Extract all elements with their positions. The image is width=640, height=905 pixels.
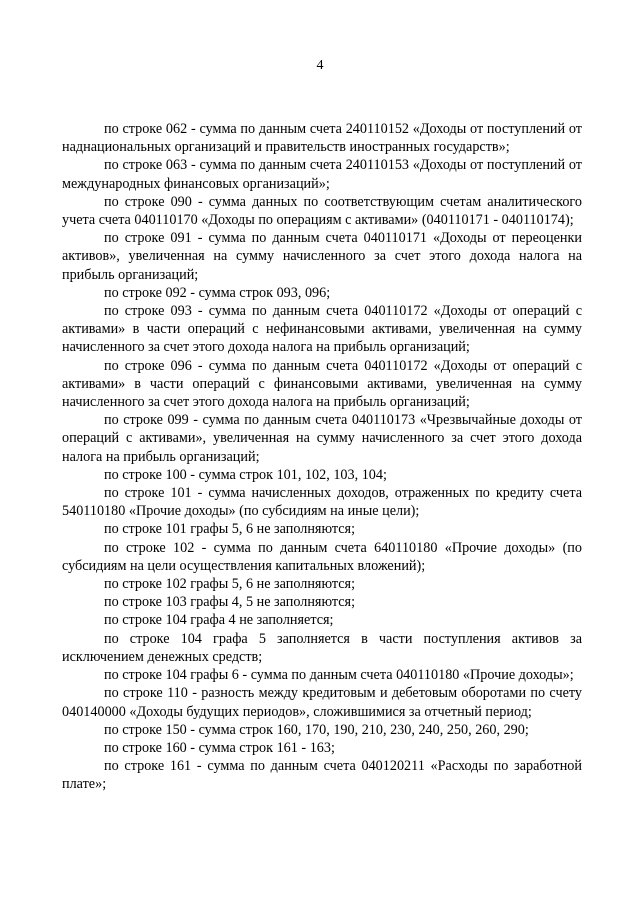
paragraph: по строке 104 графы 6 - сумма по данным счета 040110180 «Прочие доходы»; <box>104 667 574 684</box>
paragraph: по строке 102 - сумма по данным счета 640110180 «Прочие доходы» (по субсидиям на цели осуществления капитальных вложений); <box>62 539 582 574</box>
paragraph: по строке 102 графы 5, 6 не заполняются; <box>104 576 356 593</box>
paragraph: по строке 090 - сумма данных по соответствующим счетам аналитического учета счета 040110170 «Доходы по операциям с активами» (040110171 - 040110174); <box>62 193 582 229</box>
paragraph: по строке 100 - сумма строк 101, 102, 103, 104; <box>104 466 387 483</box>
document-body <box>62 120 582 794</box>
paragraph: по строке 093 - сумма по данным счета 040110172 «Доходы от операций с активами» в части операций с нефинансовыми активами, увеличенная на сумму начисленного за счет этого дохода налога на прибыль организаций; <box>62 303 582 356</box>
paragraph: по строке 161 - сумма по данным счета 040120211 «Расходы по заработной плате»; <box>62 758 582 793</box>
paragraph: по строке 150 - сумма строк 160, 170, 190, 210, 230, 240, 250, 260, 290; <box>104 721 529 738</box>
paragraph: по строке 101 - сумма начисленных доходов, отраженных по кредиту счета 540110180 «Прочие доходы» (по субсидиям на иные цели); <box>62 485 582 520</box>
page-number: 4 <box>316 58 324 73</box>
paragraph: по строке 101 графы 5, 6 не заполняются; <box>104 521 356 538</box>
paragraph: по строке 092 - сумма строк 093, 096; <box>104 284 331 301</box>
paragraph: по строке 096 - сумма по данным счета 040110172 «Доходы от операций с активами» в части операций с финансовыми активами, увеличенная на сумму начисленного за счет этого дохода налога на прибыль организаций; <box>62 357 582 411</box>
paragraph: по строке 160 - сумма строк 161 - 163; <box>104 739 335 756</box>
paragraph: по строке 062 - сумма по данным счета 240110152 «Доходы от поступлений от наднациональных организаций и правительств иностранных государств»; <box>62 121 582 156</box>
paragraph: по строке 103 графы 4, 5 не заполняются; <box>104 594 356 611</box>
paragraph: по строке 099 - сумма по данным счета 040110173 «Чрезвычайные доходы от операций с активами», увеличенная на сумму начисленного за счет этого дохода налога на прибыль организаций; <box>62 412 582 465</box>
paragraph: по строке 063 - сумма по данным счета 240110153 «Доходы от поступлений от международных финансовых организаций»; <box>62 157 582 192</box>
paragraph: по строке 110 - разность между кредитовым и дебетовым оборотами по счету 040140000 «Доходы будущих периодов», сложившимися за отчетный период; <box>62 685 582 720</box>
paragraph: по строке 104 графа 4 не заполняется; <box>104 612 334 629</box>
paragraph: по строке 091 - сумма по данным счета 040110171 «Доходы от переоценки активов», увеличенная на сумму начисленного за счет этого дохода налога на прибыль организаций; <box>62 230 582 283</box>
paragraph: по строке 104 графа 5 заполняется в части поступления активов за исключением денежных средств; <box>62 630 582 665</box>
